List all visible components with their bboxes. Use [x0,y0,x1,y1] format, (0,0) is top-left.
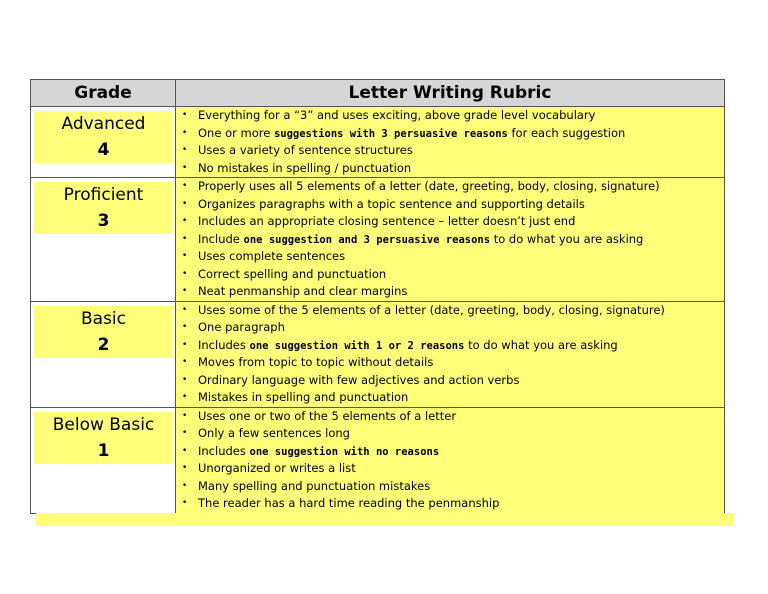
grade-score: 3 [97,211,110,231]
criteria-emphasis: one suggestion and 3 persuasive reasons [243,233,491,246]
criteria-item [176,125,724,143]
grade-level: Proficient [63,185,144,205]
rubric-row [31,301,725,407]
criteria-item [176,478,724,496]
grade-cell [31,107,176,178]
criteria-item [176,160,724,178]
grade-cell [31,301,176,407]
criteria-item [176,302,724,320]
criteria-item [176,460,724,478]
criteria-emphasis: one suggestion with no reasons [249,445,440,458]
grade-label-box [34,412,173,464]
grade-label-box [34,306,173,358]
grade-score: 4 [97,140,110,160]
criteria-item [176,196,724,214]
grade-level: Basic [80,308,126,329]
criteria-item [176,354,724,372]
header-row [31,80,725,107]
criteria-item [176,266,724,284]
criteria-cell [176,301,725,407]
grade-cell [31,407,176,513]
criteria-item [176,283,724,301]
criteria-emphasis: one suggestion with 1 or 2 reasons [249,339,465,352]
criteria-text: One paragraph [198,320,285,334]
criteria-text: Uses complete sentences [198,249,346,263]
highlight-strip [36,513,734,526]
criteria-item [176,425,724,443]
grade-label-box [34,111,173,163]
criteria-item [176,213,724,231]
criteria-text-after: to do what you are asking [490,231,644,246]
rubric-table [30,79,725,514]
criteria-text: Properly uses all 5 elements of a letter (date, greeting, body, closing, signature) [198,179,660,193]
criteria-text: Includes [198,337,250,352]
criteria-cell [176,178,725,302]
criteria-text-after: to do what you are asking [464,337,618,352]
criteria-list [176,178,724,301]
grade-score: 1 [97,440,110,461]
criteria-text: Uses one or two of the 5 elements of a letter [198,408,457,423]
criteria-text: One or more [198,125,274,140]
rubric-row [31,107,725,178]
grade-cell [31,178,176,302]
grade-level: Below Basic [52,414,155,435]
criteria-item [176,337,724,355]
criteria-text: Include [198,231,244,246]
criteria-text-after: for each suggestion [507,125,626,140]
criteria-item [176,495,724,513]
criteria-text: The reader has a hard time reading the penmanship [198,496,500,510]
criteria-text: Only a few sentences long [198,426,350,440]
grade-column-header: Grade [31,80,176,107]
grade-label-box [34,182,173,234]
rubric-title: Letter Writing Rubric [176,80,725,107]
criteria-text: Mistakes in spelling and punctuation [198,390,409,404]
criteria-item [176,408,724,426]
criteria-text: Includes an appropriate closing sentence – letter doesn’t just end [198,214,576,228]
criteria-list [176,302,724,407]
criteria-list [176,408,724,513]
criteria-item [176,231,724,249]
criteria-item [176,319,724,337]
criteria-text: Uses a variety of sentence structures [198,143,413,157]
criteria-text: Uses some of the 5 elements of a letter (date, greeting, body, closing, signature) [198,302,665,317]
criteria-item [176,248,724,266]
criteria-item [176,142,724,160]
criteria-item [176,443,724,461]
criteria-list [176,107,724,177]
grade-score: 2 [97,334,110,355]
criteria-cell [176,407,725,513]
criteria-cell [176,107,725,178]
rubric-row [31,178,725,302]
rubric-row [31,407,725,513]
criteria-text: No mistakes in spelling / punctuation [198,160,412,175]
criteria-item [176,178,724,196]
criteria-text: Unorganized or writes a list [198,461,356,475]
criteria-emphasis: suggestions with 3 persuasive reasons [273,127,508,140]
criteria-text: Includes [198,443,250,458]
criteria-text: Many spelling and punctuation mistakes [198,478,431,493]
criteria-text: Organizes paragraphs with a topic sentence and supporting details [198,196,585,211]
criteria-text: Everything for a “3” and uses exciting, above grade level vocabulary [198,108,596,122]
criteria-item [176,107,724,125]
criteria-text: Moves from topic to topic without details [198,355,434,369]
criteria-item [176,389,724,407]
criteria-text: Neat penmanship and clear margins [198,284,408,298]
grade-level: Advanced [61,114,146,134]
criteria-item [176,372,724,390]
criteria-text: Ordinary language with few adjectives and action verbs [198,372,520,387]
criteria-text: Correct spelling and punctuation [198,266,387,281]
